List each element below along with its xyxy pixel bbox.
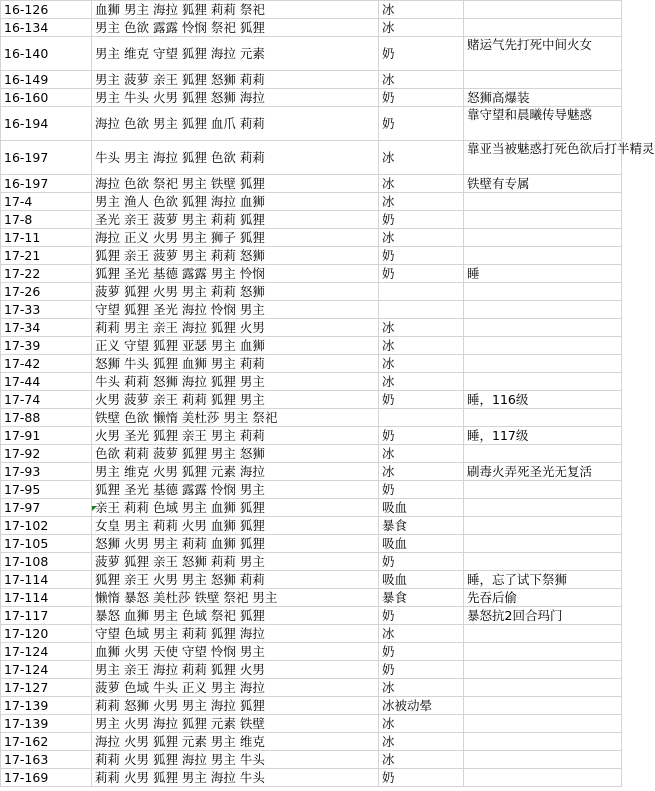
cell-note[interactable] (464, 697, 622, 715)
cell-team[interactable]: 男主 亲王 海拉 莉莉 狐狸 火男 (92, 661, 379, 679)
cell-team[interactable]: 怒狮 牛头 狐狸 血狮 男主 莉莉 (92, 355, 379, 373)
cell-type[interactable]: 冰 (379, 19, 464, 37)
cell-type[interactable]: 冰 (379, 751, 464, 769)
cell-stage-id[interactable]: 17-124 (1, 661, 92, 679)
cell-type[interactable]: 奶 (379, 37, 464, 71)
cell-team[interactable]: 男主 牛头 火男 狐狸 怒狮 海拉 (92, 89, 379, 107)
cell-note[interactable] (464, 211, 622, 229)
cell-team[interactable]: 暴怒 血狮 男主 色域 祭祀 狐狸 (92, 607, 379, 625)
cell-type[interactable]: 冰 (379, 445, 464, 463)
table-row (1, 427, 622, 445)
cell-team[interactable]: 血狮 火男 天使 守望 怜悯 男主 (92, 643, 379, 661)
cell-note[interactable] (464, 769, 622, 787)
cell-team[interactable]: 狐狸 圣光 基德 露露 男主 怜悯 (92, 265, 379, 283)
cell-type[interactable]: 冰 (379, 175, 464, 193)
cell-note[interactable] (464, 661, 622, 679)
cell-stage-id[interactable]: 17-88 (1, 409, 92, 427)
cell-type[interactable]: 冰 (379, 141, 464, 175)
cell-stage-id[interactable]: 17-120 (1, 625, 92, 643)
cell-note[interactable]: 刷毒火弄死圣光无复活 (464, 463, 622, 481)
cell-type[interactable] (379, 409, 464, 427)
cell-type[interactable]: 冰 (379, 715, 464, 733)
table-row (1, 247, 622, 265)
cell-team[interactable]: 牛头 莉莉 怒狮 海拉 狐狸 男主 (92, 373, 379, 391)
cell-stage-id[interactable]: 17-162 (1, 733, 92, 751)
cell-note[interactable] (464, 481, 622, 499)
cell-stage-id[interactable]: 16-194 (1, 107, 92, 141)
cell-team[interactable]: 狐狸 亲王 火男 男主 怒狮 莉莉 (92, 571, 379, 589)
table-row (1, 643, 622, 661)
cell-type[interactable]: 奶 (379, 769, 464, 787)
cell-note[interactable] (464, 751, 622, 769)
cell-note[interactable]: 睡 (464, 265, 622, 283)
cell-note[interactable] (464, 19, 622, 37)
table-row (1, 301, 622, 319)
cell-type[interactable]: 奶 (379, 265, 464, 283)
table-row (1, 679, 622, 697)
table-row (1, 141, 622, 175)
table-row (1, 355, 622, 373)
cell-note[interactable] (464, 409, 622, 427)
cell-stage-id[interactable]: 17-26 (1, 283, 92, 301)
cell-type[interactable]: 冰 (379, 355, 464, 373)
cell-note[interactable] (464, 679, 622, 697)
cell-type[interactable]: 奶 (379, 89, 464, 107)
cell-stage-id[interactable]: 17-114 (1, 571, 92, 589)
cell-stage-id[interactable]: 17-102 (1, 517, 92, 535)
cell-type[interactable]: 冰 (379, 193, 464, 211)
cell-team[interactable]: 菠萝 狐狸 火男 男主 莉莉 怒狮 (92, 283, 379, 301)
table-row (1, 19, 622, 37)
cell-note[interactable] (464, 193, 622, 211)
table-row (1, 409, 622, 427)
table-row (1, 373, 622, 391)
table-row (1, 391, 622, 409)
table-row (1, 589, 622, 607)
cell-team[interactable]: 守望 狐狸 圣光 海拉 怜悯 男主 (92, 301, 379, 319)
cell-stage-id[interactable]: 17-139 (1, 697, 92, 715)
cell-stage-id[interactable]: 17-22 (1, 265, 92, 283)
cell-team[interactable]: 女皇 男主 莉莉 火男 血狮 狐狸 (92, 517, 379, 535)
cell-note[interactable]: 睡，117级 (464, 427, 622, 445)
cell-type[interactable]: 冰被动晕 (379, 697, 464, 715)
table-row (1, 37, 622, 71)
cell-stage-id[interactable]: 16-197 (1, 141, 92, 175)
cell-team[interactable]: 狐狸 亲王 菠萝 男主 莉莉 怒狮 (92, 247, 379, 265)
cell-stage-id[interactable]: 17-97 (1, 499, 92, 517)
cell-type[interactable] (379, 283, 464, 301)
cell-team[interactable]: 怒狮 火男 男主 莉莉 血狮 狐狸 (92, 535, 379, 553)
table-row (1, 89, 622, 107)
table-row (1, 319, 622, 337)
cell-note[interactable] (464, 229, 622, 247)
cell-stage-id[interactable]: 17-139 (1, 715, 92, 733)
cell-team[interactable]: 牛头 男主 海拉 狐狸 色欲 莉莉 (92, 141, 379, 175)
cell-type[interactable]: 奶 (379, 211, 464, 229)
cell-team[interactable]: 狐狸 圣光 基德 露露 怜悯 男主 (92, 481, 379, 499)
cell-note[interactable]: 睡，116级 (464, 391, 622, 409)
cell-note[interactable] (464, 715, 622, 733)
cell-stage-id[interactable]: 17-95 (1, 481, 92, 499)
cell-stage-id[interactable]: 17-108 (1, 553, 92, 571)
cell-team[interactable]: 正义 守望 狐狸 亚瑟 男主 血狮 (92, 337, 379, 355)
cell-stage-id[interactable]: 16-149 (1, 71, 92, 89)
cell-note[interactable] (464, 445, 622, 463)
cell-note[interactable] (464, 373, 622, 391)
cell-team[interactable]: 男主 菠萝 亲王 狐狸 怒狮 莉莉 (92, 71, 379, 89)
cell-note[interactable]: 铁壁有专属 (464, 175, 622, 193)
table-row (1, 697, 622, 715)
cell-type[interactable]: 冰 (379, 733, 464, 751)
cell-stage-id[interactable]: 16-134 (1, 19, 92, 37)
cell-team[interactable]: 海拉 火男 狐狸 元素 男主 维克 (92, 733, 379, 751)
table-row (1, 211, 622, 229)
table-row (1, 193, 622, 211)
cell-stage-id[interactable]: 16-126 (1, 1, 92, 19)
table-row (1, 107, 622, 141)
cell-stage-id[interactable]: 17-127 (1, 679, 92, 697)
cell-type[interactable]: 冰 (379, 337, 464, 355)
cell-team[interactable]: 色欲 莉莉 菠萝 狐狸 男主 怒狮 (92, 445, 379, 463)
cell-stage-id[interactable]: 17-39 (1, 337, 92, 355)
cell-stage-id[interactable]: 17-4 (1, 193, 92, 211)
cell-stage-id[interactable]: 17-21 (1, 247, 92, 265)
cell-type[interactable]: 奶 (379, 661, 464, 679)
cell-stage-id[interactable]: 16-197 (1, 175, 92, 193)
table-row (1, 769, 622, 787)
cell-note[interactable] (464, 355, 622, 373)
cell-team[interactable]: 海拉 正义 火男 男主 狮子 狐狸 (92, 229, 379, 247)
cell-note[interactable] (464, 553, 622, 571)
cell-note[interactable]: 暴怒抗2回合玛门 (464, 607, 622, 625)
table-row (1, 553, 622, 571)
cell-note[interactable] (464, 71, 622, 89)
cell-type[interactable]: 吸血 (379, 499, 464, 517)
cell-stage-id[interactable]: 17-92 (1, 445, 92, 463)
cell-team[interactable]: 男主 色欲 露露 怜悯 祭祀 狐狸 (92, 19, 379, 37)
cell-note[interactable]: 赌运气先打死中间火女 (464, 37, 622, 71)
cell-note[interactable] (464, 733, 622, 751)
table-row (1, 607, 622, 625)
cell-type[interactable]: 冰 (379, 229, 464, 247)
table-row (1, 445, 622, 463)
cell-type[interactable]: 奶 (379, 427, 464, 445)
cell-note[interactable] (464, 517, 622, 535)
cell-type[interactable]: 奶 (379, 391, 464, 409)
cell-team[interactable]: 亲王 莉莉 色域 男主 血狮 狐狸 (92, 499, 379, 517)
cell-type[interactable]: 奶 (379, 607, 464, 625)
cell-team[interactable]: 守望 色域 男主 莉莉 狐狸 海拉 (92, 625, 379, 643)
table-row (1, 517, 622, 535)
table-row (1, 337, 622, 355)
cell-stage-id[interactable]: 17-74 (1, 391, 92, 409)
cell-type[interactable]: 奶 (379, 553, 464, 571)
cell-type[interactable]: 奶 (379, 107, 464, 141)
cell-stage-id[interactable]: 17-42 (1, 355, 92, 373)
cell-note[interactable]: 怒狮高爆装 (464, 89, 622, 107)
cell-team[interactable]: 莉莉 火男 狐狸 海拉 男主 牛头 (92, 751, 379, 769)
cell-type[interactable]: 冰 (379, 679, 464, 697)
cell-type[interactable]: 冰 (379, 463, 464, 481)
cell-stage-id[interactable]: 17-91 (1, 427, 92, 445)
cell-note[interactable]: 睡，忘了试下祭狮 (464, 571, 622, 589)
cell-team[interactable]: 铁壁 色欲 懒惰 美杜莎 男主 祭祀 (92, 409, 379, 427)
table-row (1, 265, 622, 283)
cell-team[interactable]: 菠萝 狐狸 亲王 怒狮 莉莉 男主 (92, 553, 379, 571)
cell-team[interactable]: 火男 菠萝 亲王 莉莉 狐狸 男主 (92, 391, 379, 409)
cell-type[interactable] (379, 301, 464, 319)
cell-type[interactable]: 奶 (379, 481, 464, 499)
cell-team[interactable]: 懒惰 暴怒 美杜莎 铁壁 祭祀 男主 (92, 589, 379, 607)
cell-note[interactable] (464, 499, 622, 517)
cell-team[interactable]: 火男 圣光 狐狸 亲王 男主 莉莉 (92, 427, 379, 445)
cell-stage-id[interactable]: 17-169 (1, 769, 92, 787)
cell-stage-id[interactable]: 16-140 (1, 37, 92, 71)
table-row (1, 625, 622, 643)
cell-stage-id[interactable]: 17-163 (1, 751, 92, 769)
cell-note[interactable]: 靠亚当被魅惑打死色欲后打半精灵 (464, 141, 622, 175)
cell-stage-id[interactable]: 16-160 (1, 89, 92, 107)
cell-type[interactable]: 暴食 (379, 589, 464, 607)
cell-type[interactable]: 奶 (379, 247, 464, 265)
cell-team[interactable]: 菠萝 色域 牛头 正义 男主 海拉 (92, 679, 379, 697)
cell-type[interactable]: 冰 (379, 319, 464, 337)
cell-type[interactable]: 暴食 (379, 517, 464, 535)
table-row (1, 1, 622, 19)
cell-type[interactable]: 吸血 (379, 571, 464, 589)
cell-stage-id[interactable]: 17-8 (1, 211, 92, 229)
table-row (1, 733, 622, 751)
cell-stage-id[interactable]: 17-11 (1, 229, 92, 247)
table-row (1, 571, 622, 589)
cell-type[interactable]: 冰 (379, 373, 464, 391)
cell-type[interactable]: 冰 (379, 71, 464, 89)
cell-note[interactable] (464, 301, 622, 319)
cell-team[interactable]: 圣光 亲王 菠萝 男主 莉莉 狐狸 (92, 211, 379, 229)
cell-note[interactable] (464, 337, 622, 355)
cell-team[interactable]: 男主 维克 火男 狐狸 元素 海拉 (92, 463, 379, 481)
table-row (1, 481, 622, 499)
cell-stage-id[interactable]: 17-33 (1, 301, 92, 319)
table-row (1, 229, 622, 247)
table-row (1, 751, 622, 769)
table-row (1, 283, 622, 301)
cell-team[interactable]: 男主 维克 守望 狐狸 海拉 元素 (92, 37, 379, 71)
cell-note[interactable] (464, 283, 622, 301)
cell-stage-id[interactable]: 17-34 (1, 319, 92, 337)
cell-team[interactable]: 莉莉 火男 狐狸 男主 海拉 牛头 (92, 769, 379, 787)
cell-note[interactable] (464, 643, 622, 661)
cell-note[interactable] (464, 535, 622, 553)
table-row (1, 71, 622, 89)
cell-stage-id[interactable]: 17-105 (1, 535, 92, 553)
cell-type[interactable]: 吸血 (379, 535, 464, 553)
cell-team[interactable]: 莉莉 怒狮 火男 男主 海拉 狐狸 (92, 697, 379, 715)
table-row (1, 661, 622, 679)
cell-stage-id[interactable]: 17-44 (1, 373, 92, 391)
cell-stage-id[interactable]: 17-114 (1, 589, 92, 607)
table-row (1, 463, 622, 481)
cell-type[interactable]: 冰 (379, 1, 464, 19)
cell-team[interactable]: 男主 火男 海拉 狐狸 元素 铁壁 (92, 715, 379, 733)
comment-indicator-icon (92, 506, 97, 511)
cell-team[interactable]: 血狮 男主 海拉 狐狸 莉莉 祭祀 (92, 1, 379, 19)
cell-note[interactable] (464, 319, 622, 337)
cell-team[interactable]: 男主 渔人 色欲 狐狸 海拉 血狮 (92, 193, 379, 211)
cell-note[interactable] (464, 1, 622, 19)
cell-note[interactable]: 先吞后偷 (464, 589, 622, 607)
cell-team[interactable]: 海拉 色欲 男主 狐狸 血爪 莉莉 (92, 107, 379, 141)
cell-team[interactable]: 莉莉 男主 亲王 海拉 狐狸 火男 (92, 319, 379, 337)
cell-stage-id[interactable]: 17-124 (1, 643, 92, 661)
table-row (1, 535, 622, 553)
cell-team[interactable]: 海拉 色欲 祭祀 男主 铁壁 狐狸 (92, 175, 379, 193)
cell-stage-id[interactable]: 17-117 (1, 607, 92, 625)
cell-note[interactable] (464, 247, 622, 265)
table-row (1, 175, 622, 193)
cell-type[interactable]: 奶 (379, 643, 464, 661)
table-row (1, 715, 622, 733)
cell-note[interactable] (464, 625, 622, 643)
table-body (1, 1, 655, 787)
cell-type[interactable]: 冰 (379, 625, 464, 643)
cell-note[interactable]: 靠守望和晨曦传导魅惑 (464, 107, 622, 141)
cell-stage-id[interactable]: 17-93 (1, 463, 92, 481)
